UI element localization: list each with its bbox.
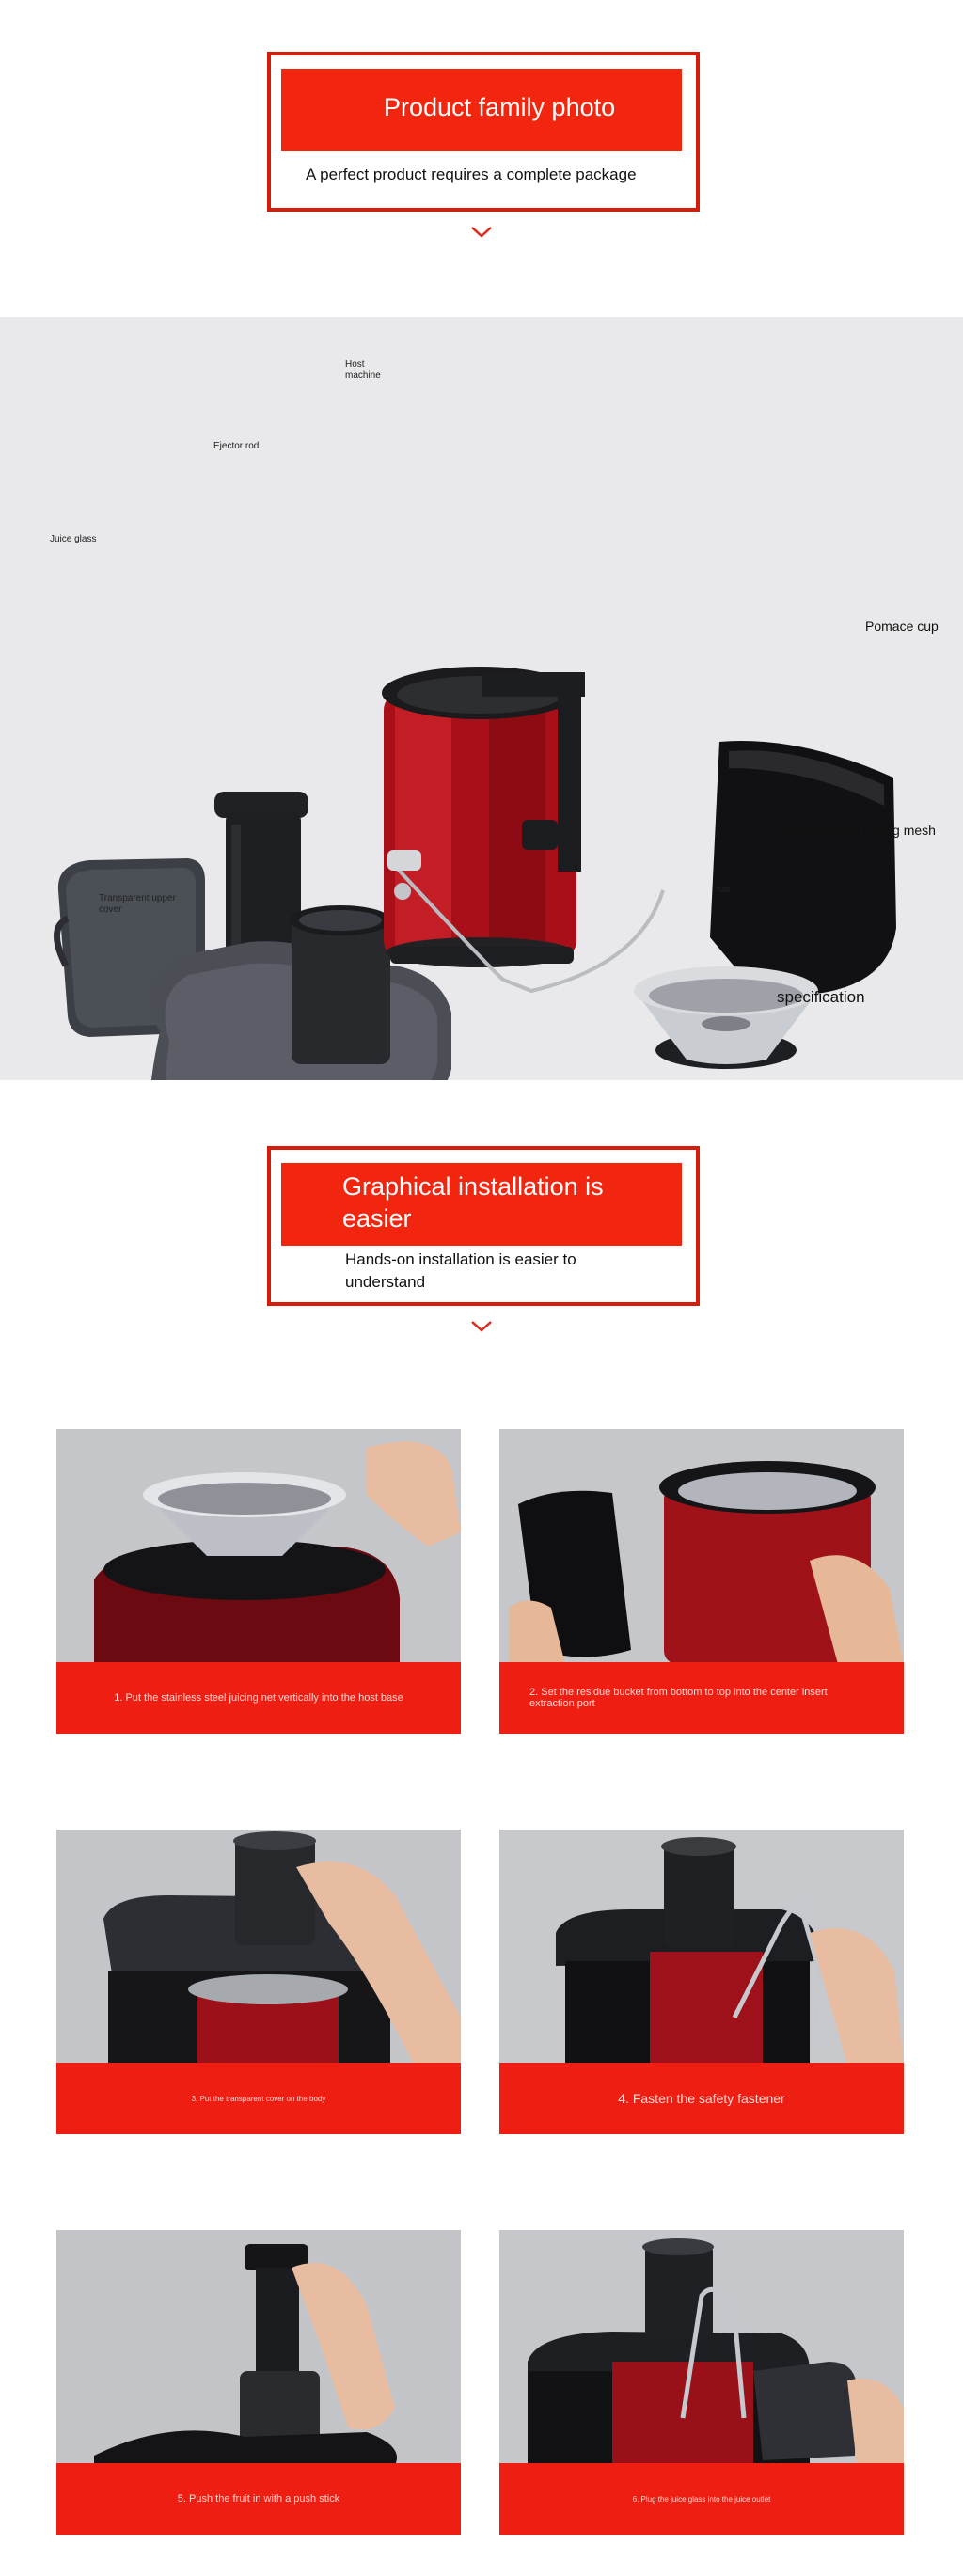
section-subtitle: Hands-on installation is easier to understand [345,1250,576,1291]
step-1-caption: 1. Put the stainless steel juicing net vertically into the host base [56,1662,461,1734]
step-1-photo [56,1429,461,1664]
label-specification: specification [777,988,865,1006]
step-6-caption: 6. Plug the juice glass into the juice outlet [499,2463,904,2535]
product-family-illustration [0,317,963,1080]
section-title: Graphical installation is easier [342,1172,604,1233]
label-juice-glass: Juice glass [50,534,97,544]
step-5-photo [56,2230,461,2465]
chevron-down-icon [469,225,494,240]
section-title: Product family photo [384,93,616,121]
step-4-caption: 4. Fasten the safety fastener [499,2063,904,2134]
label-host-machine: Host machine [345,359,381,381]
host-machine-image [382,667,663,991]
step-3-photo [56,1830,461,2065]
product-family-photo [0,317,963,1080]
step-3-caption: 3. Put the transparent cover on the body [56,2063,461,2134]
step-5-caption: 5. Push the fruit in with a push stick [56,2463,461,2535]
label-pomace-cup: Pomace cup [865,619,939,634]
step-5-card [56,2230,461,2535]
chevron-down-icon [469,1319,494,1334]
label-upper-cover: Transparent upper cover [99,893,176,915]
step-4-card [499,1830,904,2134]
step-1-card [56,1429,461,1734]
step-2-card [499,1429,904,1734]
step-3-card [56,1830,461,2134]
manual-word: hair [717,885,732,894]
step-2-caption: 2. Set the residue bucket from bottom to top into the center insert extraction port [499,1662,904,1734]
step-6-card [499,2230,904,2535]
step-4-photo [499,1830,904,2065]
label-ejector-rod: Ejector rod [213,441,260,451]
juicing-mesh-image [634,966,818,1069]
section-subtitle: A perfect product requires a complete package [306,165,637,183]
step-2-photo [499,1429,904,1664]
step-6-photo [499,2230,904,2465]
label-juicing-mesh: Stainless steel juicing mesh [774,823,936,838]
pomace-cup-image [710,741,896,994]
